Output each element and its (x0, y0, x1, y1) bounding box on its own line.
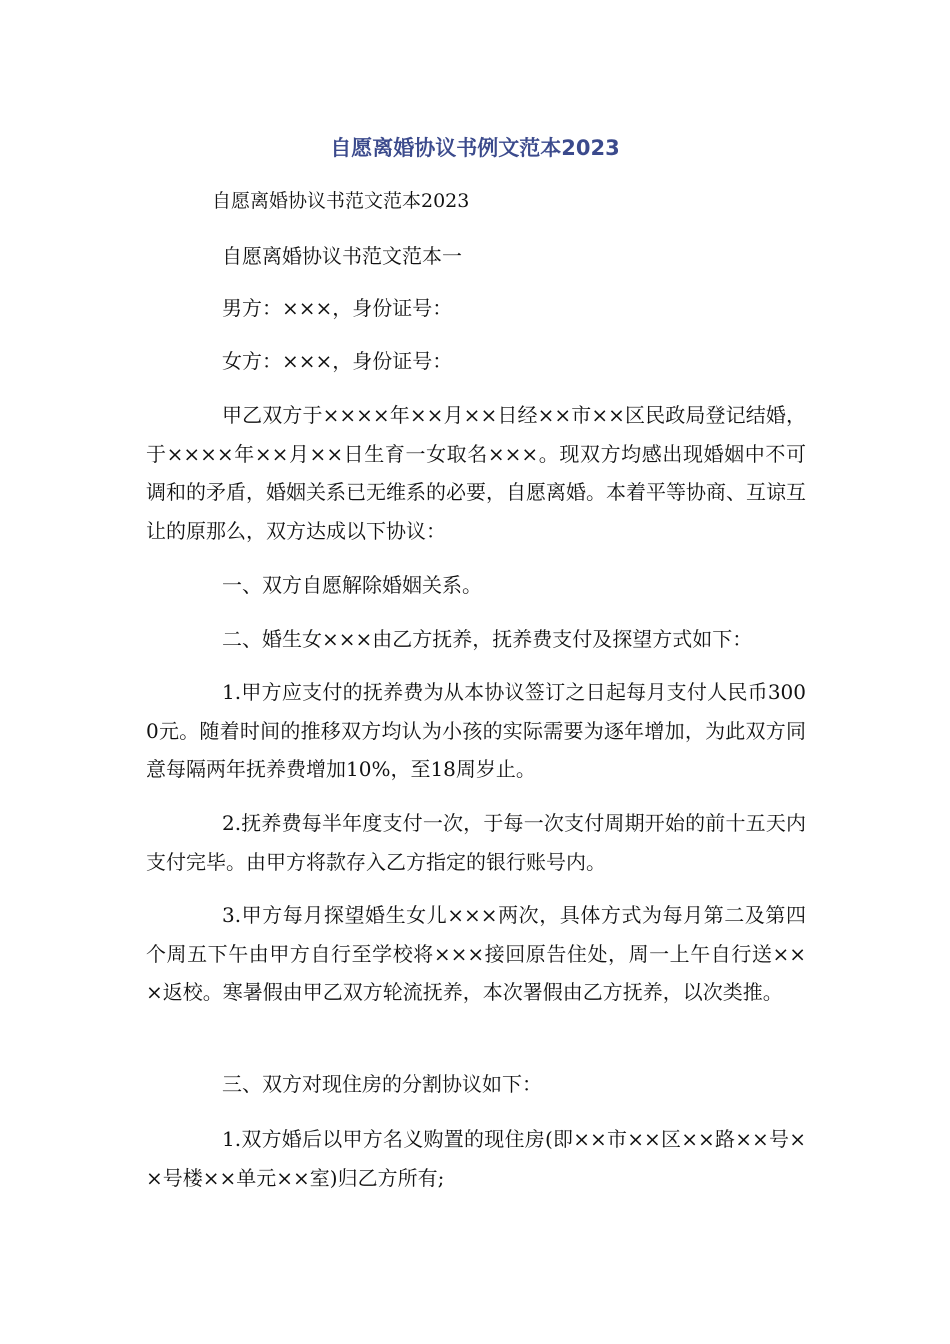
clause-2-subitem-3: 3.甲方每月探望婚生女儿×××两次，具体方式为每月第二及第四个周五下午由甲方自行至学校将×××接回原告住处，周一上午自行送×××返校。寒暑假由甲乙双方轮流抚养，本次署假由乙方抚养，以次类推。 (146, 903, 806, 1004)
paragraph-male-party: 男方：×××，身份证号： (222, 296, 453, 320)
paragraph-preamble: 甲乙双方于××××年××月××日经××市××区民政局登记结婚，于××××年××月××日生育一女取名×××。现双方均感出现婚姻中不可调和的矛盾，婚姻关系已无维系的必要，自愿离婚。本着平等协商、互谅互让的原那么，双方达成以下协议： (146, 403, 806, 543)
document-subtitle: 自愿离婚协议书范文范本2023 (212, 190, 470, 212)
clause-2-subitem-1: 1.甲方应支付的抚养费为从本协议签订之日起每月支付人民币3000元。随着时间的推移双方均认为小孩的实际需要为逐年增加，为此双方同意每隔两年抚养费增加10%，至18周岁止。 (146, 680, 806, 781)
clause-2-subitem-2: 2.抚养费每半年度支付一次，于每一次支付周期开始的前十五天内支付完毕。由甲方将款存入乙方指定的银行账号内。 (146, 811, 806, 874)
clause-1: 一、双方自愿解除婚姻关系。 (222, 573, 482, 597)
clause-3: 三、双方对现住房的分割协议如下： (222, 1072, 542, 1096)
document-title: 自愿离婚协议书例文范本2023 (330, 136, 620, 160)
clause-2: 二、婚生女×××由乙方抚养，抚养费支付及探望方式如下： (222, 627, 753, 651)
clause-3-subitem-1: 1.双方婚后以甲方名义购置的现住房(即××市××区××路××号××号楼××单元××室)归乙方所有; (146, 1127, 806, 1190)
paragraph-intro: 自愿离婚协议书范文范本一 (222, 244, 462, 268)
paragraph-female-party: 女方：×××，身份证号： (222, 349, 453, 373)
